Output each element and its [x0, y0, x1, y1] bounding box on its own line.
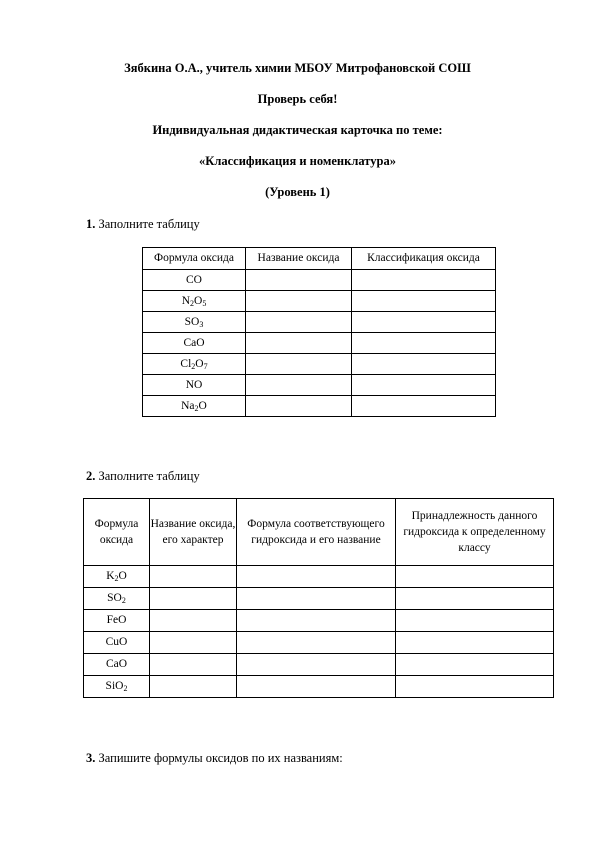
answer-cell[interactable]	[150, 632, 237, 654]
table-1-col-classification: Классификация оксида	[352, 248, 496, 270]
answer-cell[interactable]	[352, 333, 496, 354]
subtitle: Проверь себя!	[257, 92, 338, 106]
answer-cell[interactable]	[246, 354, 352, 375]
answer-cell[interactable]	[246, 291, 352, 312]
table-row	[84, 654, 554, 676]
formula-text: CuO	[105, 636, 128, 648]
formula-text: Na	[181, 399, 195, 412]
task-3-heading	[86, 751, 343, 765]
oxide-formula-cell	[143, 396, 246, 417]
answer-cell[interactable]	[396, 610, 554, 632]
answer-cell[interactable]	[150, 676, 237, 698]
table-2-col-class: Принадлежность данного гидроксида к определенному классу	[396, 499, 554, 566]
oxide-formula-cell	[84, 566, 150, 588]
answer-cell[interactable]	[237, 566, 396, 588]
table-row	[84, 676, 554, 698]
formula-text: CaO	[105, 658, 128, 670]
answer-cell[interactable]	[352, 270, 496, 291]
task-2-heading	[86, 469, 200, 483]
answer-cell[interactable]	[150, 566, 237, 588]
formula-text: K	[106, 570, 115, 582]
level-label: (Уровень 1)	[265, 185, 330, 199]
answer-cell[interactable]	[396, 588, 554, 610]
table-1-col-formula: Формула оксида	[143, 248, 246, 270]
formula-text: N	[181, 294, 190, 307]
task-2-number: 2.	[86, 469, 96, 483]
oxide-formula-cell	[84, 632, 150, 654]
answer-cell[interactable]	[246, 396, 352, 417]
card-title: Индивидуальная дидактическая карточка по теме:	[152, 123, 443, 137]
table-row	[143, 270, 496, 291]
formula-subscript: 5	[202, 298, 207, 308]
answer-cell[interactable]	[352, 354, 496, 375]
oxide-formula-cell	[84, 588, 150, 610]
oxide-formula-cell	[143, 312, 246, 333]
answer-cell[interactable]	[237, 610, 396, 632]
formula-subscript: 3	[199, 319, 204, 329]
oxide-formula-cell	[84, 610, 150, 632]
formula-text: SiO	[105, 680, 124, 692]
formula-subscript: 2	[121, 596, 126, 605]
answer-cell[interactable]	[150, 588, 237, 610]
oxide-formula-cell	[143, 333, 246, 354]
answer-cell[interactable]	[237, 632, 396, 654]
table-1-col-name: Название оксида	[246, 248, 352, 270]
oxide-table-1	[142, 247, 496, 417]
oxide-table-2	[83, 498, 554, 698]
oxide-formula-cell	[84, 654, 150, 676]
table-row	[143, 396, 496, 417]
oxide-formula-cell	[143, 354, 246, 375]
formula-subscript: 2	[191, 361, 196, 371]
oxide-formula-cell	[143, 270, 246, 291]
formula-text: O	[194, 294, 203, 307]
formula-text: NO	[185, 378, 203, 391]
table-row	[84, 588, 554, 610]
table-row	[143, 375, 496, 396]
task-1-number: 1.	[86, 217, 96, 231]
table-row	[84, 610, 554, 632]
answer-cell[interactable]	[352, 396, 496, 417]
formula-text: SO	[184, 315, 200, 328]
answer-cell[interactable]	[150, 610, 237, 632]
answer-cell[interactable]	[237, 676, 396, 698]
answer-cell[interactable]	[246, 312, 352, 333]
oxide-formula-cell	[143, 291, 246, 312]
formula-text: O	[118, 570, 127, 582]
table-row	[143, 312, 496, 333]
table-row	[143, 333, 496, 354]
answer-cell[interactable]	[246, 333, 352, 354]
formula-text: O	[198, 399, 207, 412]
answer-cell[interactable]	[352, 375, 496, 396]
task-3-number: 3.	[86, 751, 96, 765]
formula-text: O	[195, 357, 204, 370]
answer-cell[interactable]	[352, 312, 496, 333]
answer-cell[interactable]	[396, 632, 554, 654]
answer-cell[interactable]	[396, 676, 554, 698]
formula-subscript: 7	[203, 361, 208, 371]
table-2-col-name-character: Название оксида, его характер	[150, 499, 237, 566]
table-row	[143, 354, 496, 375]
task-2-text: Заполните таблицу	[95, 469, 200, 483]
table-2-header-row	[84, 499, 554, 566]
answer-cell[interactable]	[396, 566, 554, 588]
answer-cell[interactable]	[352, 291, 496, 312]
table-1-header-row	[143, 248, 496, 270]
answer-cell[interactable]	[246, 270, 352, 291]
formula-subscript: 2	[190, 298, 194, 308]
answer-cell[interactable]	[237, 588, 396, 610]
table-row	[84, 566, 554, 588]
table-2-col-formula: Формула оксида	[84, 499, 150, 566]
table-2-col-hydroxide: Формула соответствующего гидроксида и его название	[237, 499, 396, 566]
formula-text: CaO	[183, 336, 205, 349]
formula-subscript: 2	[123, 684, 128, 693]
oxide-formula-cell	[143, 375, 246, 396]
answer-cell[interactable]	[246, 375, 352, 396]
table-row	[143, 291, 496, 312]
author-line: Зябкина О.А., учитель химии МБОУ Митрофановской СОШ	[124, 61, 471, 75]
task-1-heading	[86, 217, 200, 231]
task-1-text: Заполните таблицу	[95, 217, 200, 231]
formula-text: FeO	[106, 614, 127, 626]
formula-text: Cl	[180, 357, 192, 370]
topic-title: «Классификация и номенклатура»	[199, 154, 396, 168]
formula-text: SO	[107, 592, 122, 604]
task-3-text: Запишите формулы оксидов по их названиям:	[95, 751, 343, 765]
formula-subscript: 2	[114, 574, 119, 583]
answer-cell[interactable]	[150, 654, 237, 676]
table-row	[84, 632, 554, 654]
answer-cell[interactable]	[237, 654, 396, 676]
answer-cell[interactable]	[396, 654, 554, 676]
oxide-formula-cell	[84, 676, 150, 698]
formula-subscript: 2	[194, 403, 199, 413]
formula-text: CO	[186, 273, 202, 286]
